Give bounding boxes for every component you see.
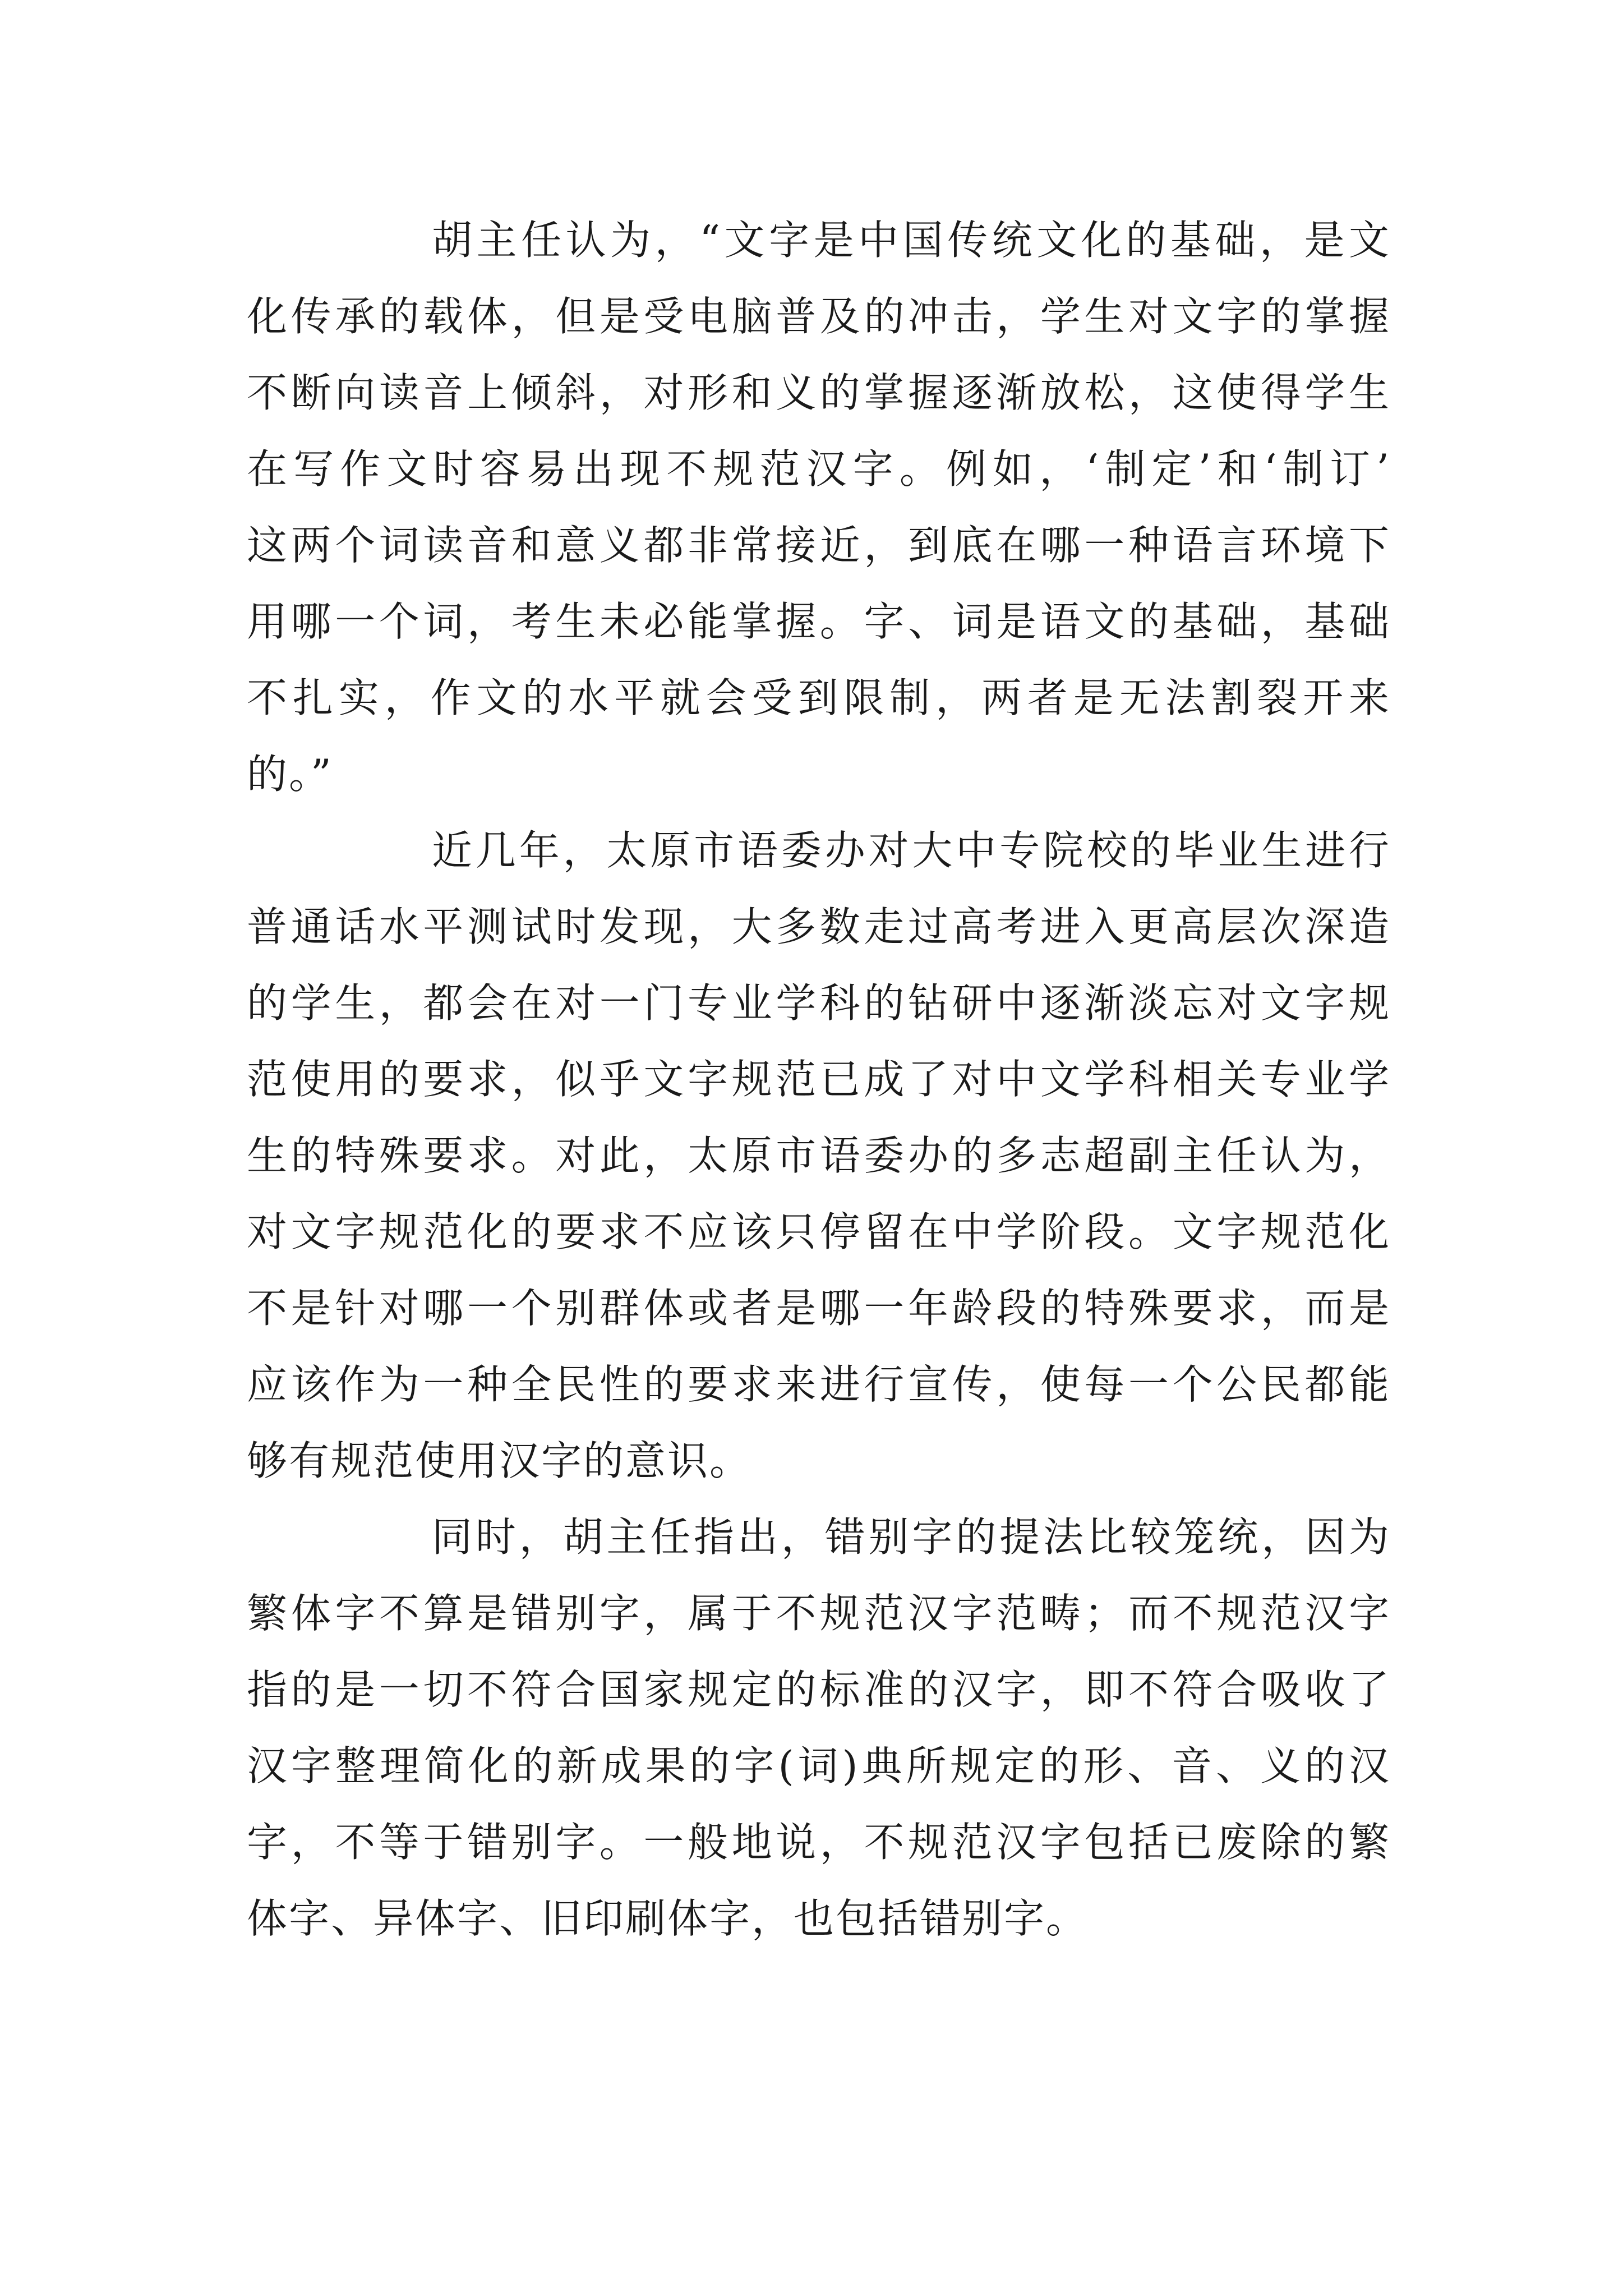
text-line: 字，不等于错别字。一般地说，不规范汉字包括已废除的繁	[247, 1819, 1391, 1866]
article-body	[247, 202, 1391, 1957]
text-line: 普通话水平测试时发现，大多数走过高考进入更高层次深造	[247, 903, 1391, 950]
text-line: 这两个词读音和意义都非常接近，到底在哪一种语言环境下	[247, 522, 1391, 569]
text-line: 用哪一个词，考生未必能掌握。字、词是语文的基础，基础	[247, 598, 1391, 645]
text-line: 对文字规范化的要求不应该只停留在中学阶段。文字规范化	[247, 1208, 1391, 1255]
text-line: 不断向读音上倾斜，对形和义的掌握逐渐放松，这使得学生	[247, 369, 1391, 416]
paragraph-3	[247, 1499, 1391, 1957]
text-line: 不扎实，作文的水平就会受到限制，两者是无法割裂开来	[247, 674, 1391, 721]
text-line: 范使用的要求，似乎文字规范已成了对中文学科相关专业学	[247, 1056, 1391, 1103]
text-line: 生的特殊要求。对此，太原市语委办的多志超副主任认为，	[247, 1132, 1391, 1179]
text-line: 化传承的载体，但是受电脑普及的冲击，学生对文字的掌握	[247, 293, 1391, 340]
text-line: 的。”	[247, 751, 333, 798]
paragraph-2	[247, 812, 1391, 1499]
text-line: 够有规范使用汉字的意识。	[247, 1437, 752, 1484]
text-line: 不是针对哪一个别群体或者是哪一年龄段的特殊要求，而是	[247, 1285, 1391, 1332]
text-line: 胡主任认为，“文字是中国传统文化的基础，是文	[432, 217, 1391, 264]
text-line: 的学生，都会在对一门专业学科的钻研中逐渐淡忘对文字规	[247, 979, 1391, 1027]
text-line: 繁体字不算是错别字，属于不规范汉字范畴；而不规范汉字	[247, 1590, 1391, 1637]
text-line: 指的是一切不符合国家规定的标准的汉字，即不符合吸收了	[247, 1666, 1391, 1713]
text-line: 同时，胡主任指出，错别字的提法比较笼统，因为	[432, 1513, 1391, 1561]
text-line: 近几年，太原市语委办对大中专院校的毕业生进行	[432, 827, 1391, 874]
text-line: 汉字整理简化的新成果的字(词)典所规定的形、音、义的汉	[247, 1742, 1391, 1789]
text-line: 应该作为一种全民性的要求来进行宣传，使每一个公民都能	[247, 1361, 1391, 1408]
text-line: 在写作文时容易出现不规范汉字。例如，‘制定’和‘制订’	[247, 445, 1391, 493]
text-line: 体字、异体字、旧印刷体字，也包括错别字。	[247, 1895, 1089, 1942]
paragraph-1	[247, 202, 1391, 812]
